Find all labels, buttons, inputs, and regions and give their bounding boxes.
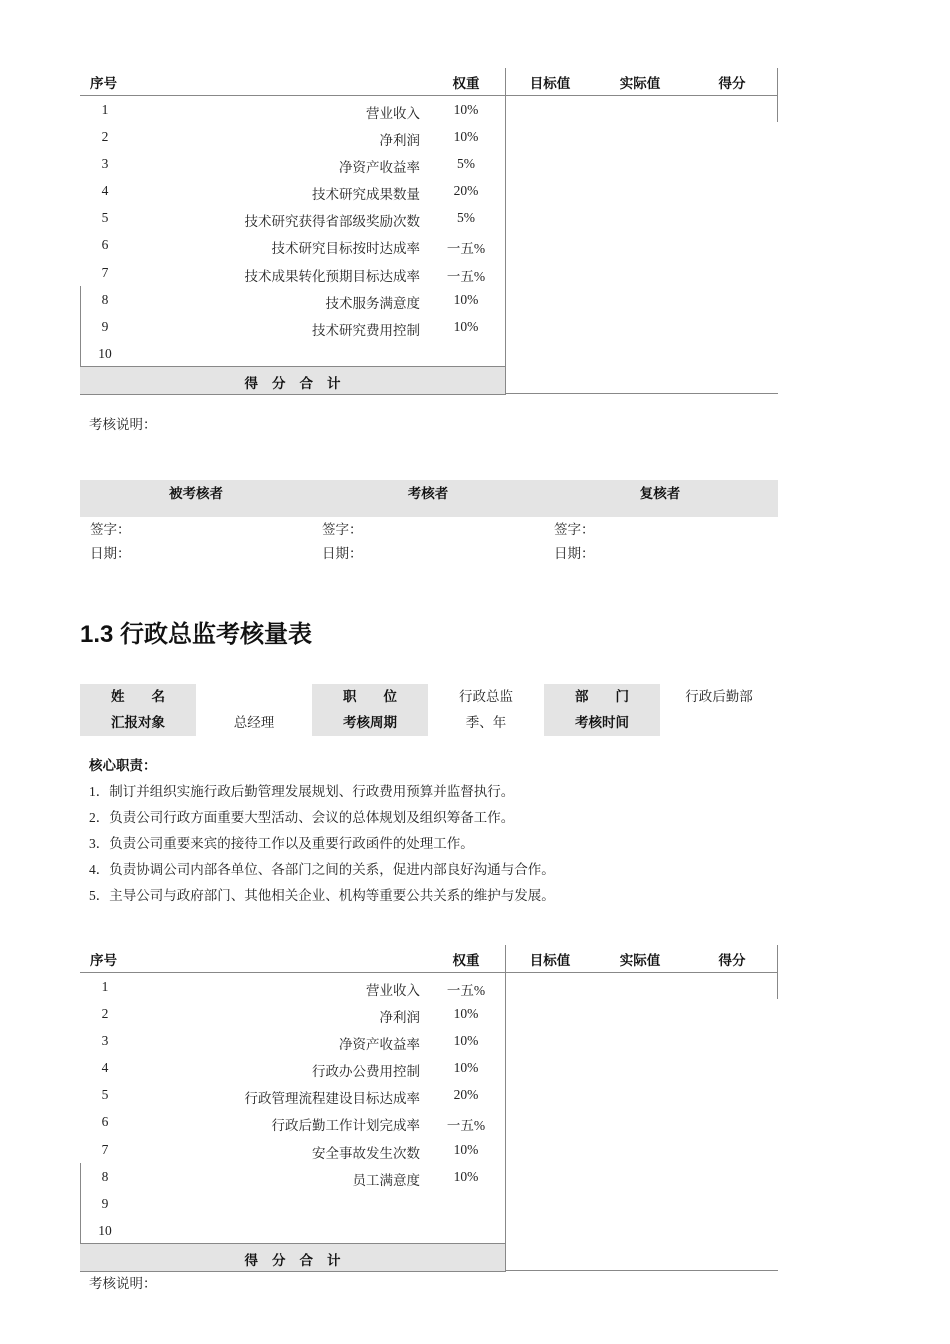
right-edge [777, 945, 778, 999]
position-value: 行政总监 [459, 689, 513, 704]
assessment-note: 考核说明： [89, 1276, 157, 1291]
duties-title: 核心职责： [89, 758, 157, 773]
column-divider [505, 945, 506, 1272]
right-edge [777, 68, 778, 122]
report-label: 汇报对象 [80, 710, 196, 736]
header-actual: 实际值 [619, 76, 661, 91]
header-score: 得分 [718, 953, 746, 968]
assessment-note: 考核说明： [89, 417, 157, 432]
cycle-label: 考核周期 [312, 710, 428, 736]
header-score: 得分 [718, 76, 746, 91]
table-row: 7 技术成果转化预期目标达成率 一五% [101, 265, 486, 284]
time-value [660, 710, 778, 736]
table-row: 8 员工满意度 10% [101, 1169, 479, 1188]
header-weight: 权重 [452, 953, 480, 968]
table-row: 8 技术服务满意度 10% [101, 292, 479, 311]
duty-item: 2．负责公司行政方面重要大型活动、会议的总体规划及组织筹备工作。 [89, 810, 515, 825]
kpi-table-2 [80, 945, 778, 1272]
table-row: 1 营业收入 一五% [101, 979, 486, 998]
duty-item: 4．负责协调公司内部各单位、各部门之间的关系，促进内部良好沟通与合作。 [89, 862, 555, 877]
header-target: 目标值 [529, 76, 571, 91]
section-title: 1.3 行政总监考核量表 [80, 621, 313, 648]
table-row: 6 行政后勤工作计划完成率 一五% [101, 1114, 486, 1133]
header-seq: 序号 [90, 76, 117, 91]
report-value: 总经理 [233, 715, 275, 730]
name-value [196, 684, 312, 710]
table-row: 2 净利润 10% [101, 129, 479, 148]
table-row: 10 [98, 1223, 112, 1238]
table-row: 3 净资产收益率 10% [101, 1033, 479, 1052]
kpi-table-1 [80, 68, 778, 395]
dept-label: 部 门 [544, 684, 660, 710]
table-row: 5 行政管理流程建设目标达成率 20% [101, 1087, 479, 1106]
table-row: 9 [101, 1196, 109, 1211]
name-label: 姓 名 [80, 684, 196, 710]
column-divider [505, 68, 506, 395]
position-label: 职 位 [312, 684, 428, 710]
table-row: 4 行政办公费用控制 10% [101, 1060, 479, 1079]
table-row: 5 技术研究获得省部级奖励次数 5% [101, 210, 475, 229]
duty-item: 3．负责公司重要来宾的接待工作以及重要行政函件的处理工作。 [89, 836, 474, 851]
table-row: 9 技术研究费用控制 10% [101, 319, 479, 338]
header-target: 目标值 [529, 953, 571, 968]
table-row: 6 技术研究目标按时达成率 一五% [101, 237, 486, 256]
total-row: 得分合计 [80, 366, 505, 395]
table-row: 3 净资产收益率 5% [101, 156, 475, 175]
duty-item: 5．主导公司与政府部门、其他相关企业、机构等重要公共关系的维护与发展。 [89, 888, 555, 903]
header-weight: 权重 [452, 76, 480, 91]
table-row: 2 净利润 10% [101, 1006, 479, 1025]
total-row: 得分合计 [80, 1243, 505, 1272]
signature-block: 被考核者 签字： 日期： 考核者 签字： 日期： 复核者 签字： 日期： [80, 480, 778, 560]
table-row: 7 安全事故发生次数 10% [101, 1142, 479, 1161]
dept-value: 行政后勤部 [685, 689, 753, 704]
bottom-line [505, 1270, 778, 1271]
table-row: 10 [98, 346, 112, 361]
header-seq: 序号 [90, 953, 117, 968]
table-row: 1 营业收入 10% [101, 102, 479, 121]
cycle-value: 季、年 [465, 715, 507, 730]
table-header [80, 945, 778, 973]
time-label: 考核时间 [544, 710, 660, 736]
table-header [80, 68, 778, 96]
table-row: 4 技术研究成果数量 20% [101, 183, 479, 202]
bottom-line [505, 393, 778, 394]
header-actual: 实际值 [619, 953, 661, 968]
duty-item: 1．制订并组织实施行政后勤管理发展规划、行政费用预算并监督执行。 [89, 784, 515, 799]
